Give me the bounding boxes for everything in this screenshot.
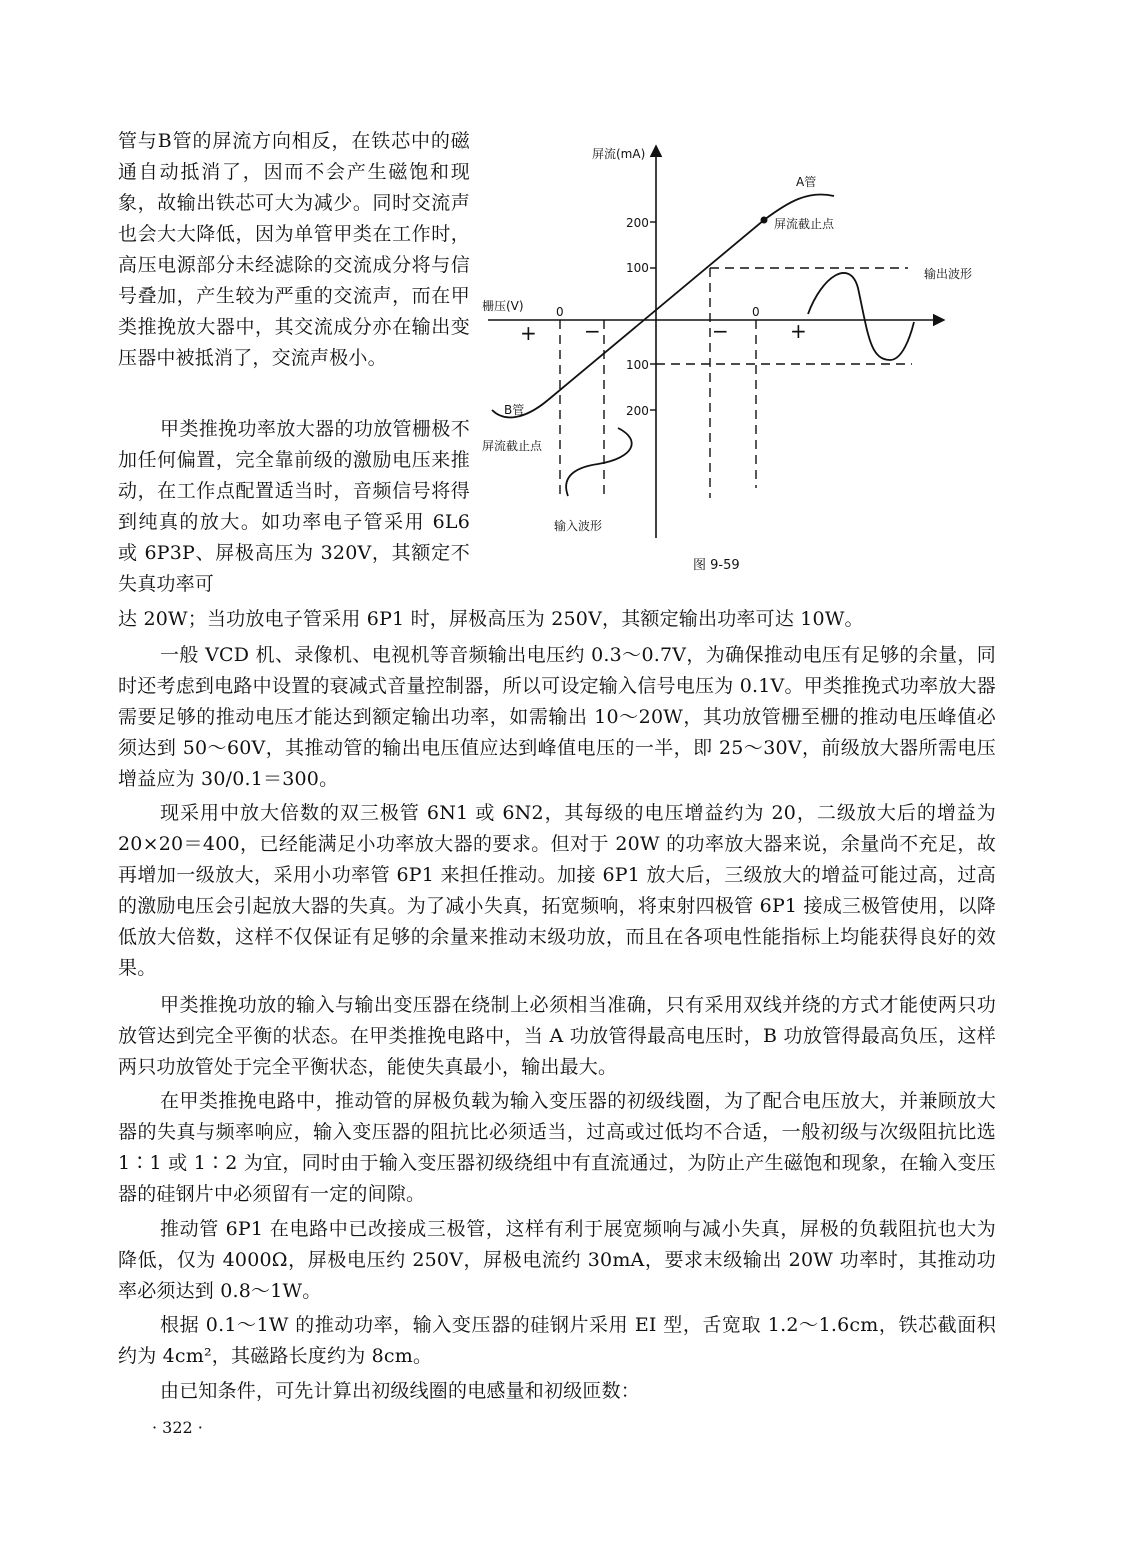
zero-left: 0 <box>556 305 564 319</box>
y-axis-label: 屏流(mA) <box>592 147 646 161</box>
plus-right: + <box>790 319 807 343</box>
dashed-guides <box>560 268 912 498</box>
cutoff-label-left: 屏流截止点 <box>482 439 543 453</box>
paragraph-9: 根据 0.1～1W 的推动功率，输入变压器的硅钢片采用 EI 型，舌宽取 1.2～1.6cm，铁芯截面积约为 4cm²，其磁路长度约为 8cm。 <box>118 1314 996 1367</box>
paragraph-1: 管与B管的屏流方向相反，在铁芯中的磁通自动抵消了，因而不会产生磁饱和现象，故输出铁芯可大为减少。同时交流声也会大大降低，因为单管甲类在工作时，高压电源部分未经滤除的交流成分将与信号叠加，产生较为严重的交流声，而在甲类推挽放大器中，其交流成分亦在输出变压器中被抵消了，交流声极小。 <box>118 130 470 369</box>
input-waveform <box>566 428 632 496</box>
output-wave-label: 输出波形 <box>924 267 973 281</box>
tube-a-label: A管 <box>796 175 817 189</box>
paragraph-3: 达 20W；当功放电子管采用 6P1 时，屏极高压为 250V，其额定输出功率可达 10W。 <box>118 608 864 630</box>
figure-9-59 <box>478 138 988 578</box>
cutoff-point-right <box>761 217 768 224</box>
paragraph-4: 一般 VCD 机、录像机、电视机等音频输出电压约 0.3～0.7V，为确保推动电压有足够的余量，同时还考虑到电路中设置的衰减式音量控制器，所以可设定输入信号电压为 0.1V。甲类推挽式功率放大器需要足够的推动电压才能达到额定输出功率，如需输出 10～20W，其功放管栅至栅的推动电压峰值必须达到 50～60V，其推动管的输出电压值应达到峰值电压的一半，即 25～30V，前级放大器所需电压增益应为 30/0.1＝300。 <box>118 644 996 790</box>
tick-100-upper: 100 <box>626 261 649 275</box>
paragraph-8: 推动管 6P1 在电路中已改接成三极管，这样有利于展宽频响与减小失真，屏极的负载阻抗也大为降低，仅为 4000Ω，屏极电压约 250V，屏极电流约 30mA，要求末级输出 20W 功率时，其推动功率必须达到 0.8～1W。 <box>118 1218 996 1302</box>
minus-right: − <box>712 319 729 343</box>
tube-b-label: B管 <box>504 403 525 417</box>
tick-200-upper: 200 <box>626 216 649 230</box>
paragraph-6: 甲类推挽功放的输入与输出变压器在绕制上必须相当准确，只有采用双线并绕的方式才能使两只功放管达到完全平衡的状态。在甲类推挽电路中，当 A 功放管得最高电压时，B 功放管得最高负压，这样两只功放管处于完全平衡状态，能使失真最小，输出最大。 <box>118 994 996 1078</box>
minus-left: − <box>584 319 601 343</box>
plus-left: + <box>520 321 537 345</box>
figure-caption: 图 9-59 <box>693 558 740 573</box>
paragraph-7: 在甲类推挽电路中，推动管的屏极负载为输入变压器的初级线圈，为了配合电压放大，并兼顾放大器的失真与频率响应，输入变压器的阻抗比必须适当，过高或过低均不合适，一般初级与次级阻抗比选 1∶1 或 1∶2 为宜，同时由于输入变压器初级绕组中有直流通过，为防止产生磁饱和现象，在输入变压器的硅钢片中必须留有一定的间隙。 <box>118 1090 996 1205</box>
characteristic-diagram <box>478 138 988 548</box>
output-waveform <box>808 273 914 360</box>
tick-100-lower: 100 <box>626 358 649 372</box>
zero-right: 0 <box>752 305 760 319</box>
tick-200-lower: 200 <box>626 404 649 418</box>
input-wave-label: 输入波形 <box>554 519 603 533</box>
paragraph-5: 现采用中放大倍数的双三极管 6N1 或 6N2，其每级的电压增益约为 20，二级放大后的增益为 20×20＝400，已经能满足小功率放大器的要求。但对于 20W 的功率放大器来说，余量尚不充足，故再增加一级放大，采用小功率管 6P1 来担任推动。加接 6P1 放大后，三级放大的增益可能过高，过高的激励电压会引起放大器的失真。为了减小失真，拓宽频响，将束射四极管 6P1 接成三极管使用，以降低放大倍数，这样不仅保证有足够的余量来推动末级功放，而且在各项电性能指标上均能获得良好的效果。 <box>118 802 996 979</box>
paragraph-2: 甲类推挽功率放大器的功放管栅极不加任何偏置，完全靠前级的激励电压来推动，在工作点配置适当时，音频信号将得到纯真的放大。如功率电子管采用 6L6 或 6P3P、屏极高压为 320V，其额定不失真功率可 <box>118 418 470 595</box>
page-number: · 322 · <box>152 1418 203 1437</box>
x-axis-label: 栅压(V) <box>482 299 524 313</box>
paragraph-10: 由已知条件，可先计算出初级线圈的电感量和初级匝数： <box>160 1380 641 1402</box>
cutoff-label-right: 屏流截止点 <box>774 217 835 231</box>
